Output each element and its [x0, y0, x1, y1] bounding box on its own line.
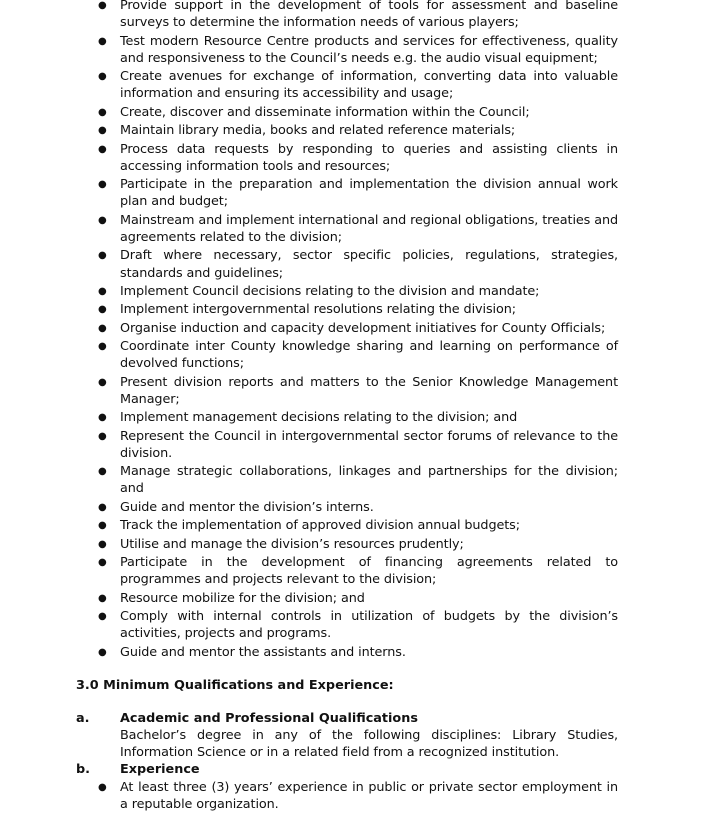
- list-item: [98, 590, 618, 607]
- bullet-icon: ●: [98, 520, 107, 532]
- list-item-text: Mainstream and implement international and regional obligations, treaties and agreements related to the division;: [120, 212, 618, 245]
- list-item-text: Implement management decisions relating to the division; and: [120, 410, 518, 426]
- bullet-icon: ●: [98, 143, 107, 155]
- list-item: [98, 499, 618, 516]
- list-item: [98, 33, 618, 67]
- list-item: [98, 536, 618, 553]
- list-item-text: Present division reports and matters to the Senior Knowledge Management Manager;: [120, 374, 618, 407]
- bullet-icon: ●: [98, 646, 107, 658]
- list-item-text: Guide and mentor the assistants and interns.: [120, 644, 406, 660]
- bullet-icon: ●: [98, 285, 107, 297]
- bullet-icon: ●: [98, 71, 107, 83]
- qualifications-title: Academic and Professional Qualifications: [120, 710, 418, 726]
- list-item-text: Process data requests by responding to queries and assisting clients in accessing information tools and resources;: [120, 141, 618, 174]
- list-item: [98, 247, 618, 281]
- qualifications-letter: a.: [76, 710, 90, 726]
- bullet-icon: ●: [98, 376, 107, 388]
- list-item-text: Provide support in the development of tools for assessment and baseline surveys to determine the information needs of various players;: [120, 0, 618, 31]
- list-item-text: Resource mobilize for the division; and: [120, 590, 365, 606]
- bullet-icon: ●: [98, 106, 107, 118]
- list-item: [98, 320, 618, 337]
- bullet-icon: ●: [98, 214, 107, 226]
- list-item-text: At least three (3) years’ experience in public or private sector employment in a reputable organization.: [120, 779, 618, 812]
- list-item: [98, 409, 618, 426]
- list-item-text: Manage strategic collaborations, linkages and partnerships for the division; and: [120, 464, 618, 497]
- list-item: [98, 212, 618, 246]
- list-item-text: Comply with internal controls in utilization of budgets by the division’s activities, projects and programs.: [120, 609, 618, 642]
- bullet-icon: ●: [98, 322, 107, 334]
- list-item: [98, 122, 618, 139]
- list-item-text: Test modern Resource Centre products and services for effectiveness, quality and responsiveness to the Council’s needs e.g. the audio visual equipment;: [120, 33, 618, 66]
- bullet-icon: ●: [98, 0, 107, 11]
- list-item: [98, 283, 618, 300]
- qualifications-text: Bachelor’s degree in any of the following disciplines: Library Studies, Information Science or in a related field from a recognized institution.: [120, 728, 618, 761]
- list-item: [98, 554, 618, 588]
- list-item: [98, 0, 618, 31]
- list-item-text: Coordinate inter County knowledge sharing and learning on performance of devolved functions;: [120, 339, 618, 372]
- list-item-text: Maintain library media, books and related reference materials;: [120, 123, 516, 139]
- bullet-icon: ●: [98, 179, 107, 191]
- list-item: [98, 374, 618, 408]
- bullet-icon: ●: [98, 538, 107, 550]
- bullet-icon: ●: [98, 341, 107, 353]
- list-item: [98, 644, 618, 661]
- bullet-icon: ●: [98, 592, 107, 604]
- bullet-icon: ●: [98, 35, 107, 47]
- list-item-text: Represent the Council in intergovernmental sector forums of relevance to the division.: [120, 428, 618, 461]
- list-item-text: Create avenues for exchange of information, converting data into valuable information and ensuring its accessibility and usage;: [120, 69, 618, 102]
- list-item-text: Utilise and manage the division’s resources prudently;: [120, 536, 464, 552]
- list-item-text: Implement Council decisions relating to the division and mandate;: [120, 283, 540, 299]
- list-item: [98, 338, 618, 372]
- bullet-icon: ●: [98, 781, 107, 793]
- list-item-text: Draft where necessary, sector specific policies, regulations, strategies, standards and guidelines;: [120, 248, 618, 281]
- experience-list: [0, 779, 702, 813]
- experience-title: Experience: [120, 762, 200, 778]
- list-item: [98, 608, 618, 642]
- bullet-icon: ●: [98, 557, 107, 569]
- list-item: [98, 141, 618, 175]
- list-item-text: Implement intergovernmental resolutions relating the division;: [120, 302, 516, 318]
- bullet-icon: ●: [98, 250, 107, 262]
- section-heading: 3.0 Minimum Qualifications and Experience:: [76, 677, 394, 693]
- list-item-text: Organise induction and capacity development initiatives for County Officials;: [120, 320, 606, 336]
- list-item: [98, 68, 618, 102]
- experience-letter: b.: [76, 762, 91, 778]
- list-item: [98, 428, 618, 462]
- bullet-icon: ●: [98, 125, 107, 137]
- list-item: [98, 517, 618, 534]
- bullet-icon: ●: [98, 304, 107, 316]
- qualifications-block: [0, 710, 702, 762]
- bullet-icon: ●: [98, 412, 107, 424]
- list-item: [98, 463, 618, 497]
- list-item: [98, 779, 618, 813]
- bullet-icon: ●: [98, 430, 107, 442]
- bullet-icon: ●: [98, 611, 107, 623]
- experience-block: [0, 761, 702, 813]
- list-item-text: Participate in the development of financing agreements related to programmes and projects relevant to the division;: [120, 555, 618, 588]
- list-item-text: Participate in the preparation and implementation the division annual work plan and budget;: [120, 177, 618, 210]
- list-item-text: Create, discover and disseminate information within the Council;: [120, 104, 530, 120]
- list-item-text: Track the implementation of approved division annual budgets;: [120, 518, 520, 534]
- list-item: [98, 104, 618, 121]
- bullet-icon: ●: [98, 466, 107, 478]
- bullet-icon: ●: [98, 501, 107, 513]
- list-item-text: Guide and mentor the division’s interns.: [120, 499, 374, 515]
- list-item: [98, 301, 618, 318]
- list-item: [98, 176, 618, 210]
